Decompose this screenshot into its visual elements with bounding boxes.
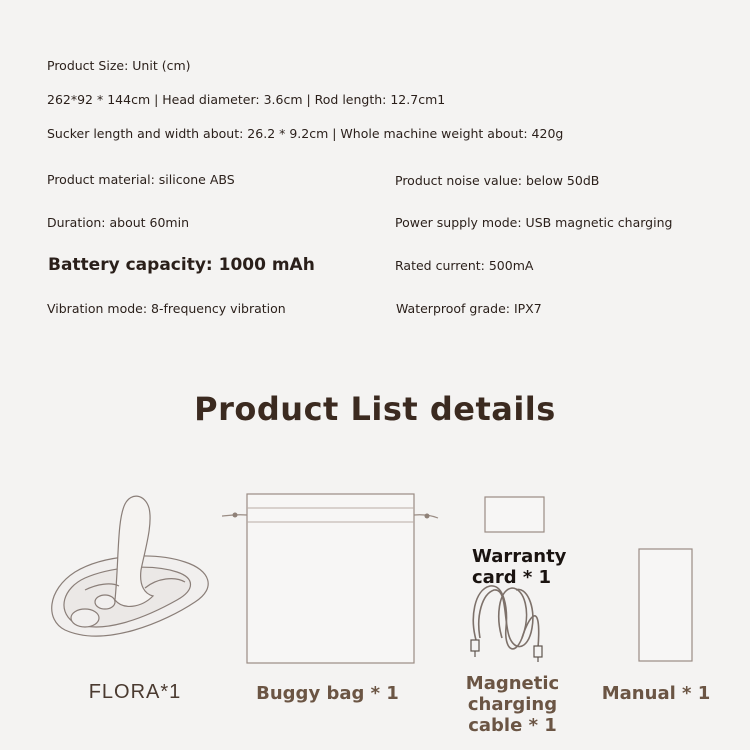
spec-current: Rated current: 500mA	[395, 258, 534, 273]
spec-noise: Product noise value: below 50dB	[395, 173, 600, 188]
spec-battery: Battery capacity: 1000 mAh	[48, 255, 315, 275]
warranty-card-illustration	[484, 496, 546, 534]
charging-cable-illustration	[462, 578, 562, 668]
drawstring-bag-illustration	[218, 492, 443, 667]
spec-material: Product material: silicone ABS	[47, 172, 235, 187]
bag-label: Buggy bag * 1	[256, 683, 399, 704]
product-list-title: Product List details	[194, 390, 556, 428]
spec-vibration: Vibration mode: 8-frequency vibration	[47, 301, 286, 316]
cable-label	[420, 673, 605, 736]
manual-illustration	[638, 548, 694, 663]
flora-product-illustration	[45, 490, 220, 665]
warranty-label-line2: card * 1	[472, 567, 552, 588]
spec-power: Power supply mode: USB magnetic charging	[395, 215, 673, 230]
cable-label-line2: cable * 1	[468, 715, 557, 736]
spec-waterproof: Waterproof grade: IPX7	[396, 301, 542, 316]
spec-duration: Duration: about 60min	[47, 215, 189, 230]
spec-sucker: Sucker length and width about: 26.2 * 9.2cm | Whole machine weight about: 420g	[47, 126, 564, 141]
flora-label: FLORA*1	[88, 681, 182, 703]
spec-dimensions: 262*92 * 144cm | Head diameter: 3.6cm | Rod length: 12.7cm1	[47, 92, 446, 107]
spec-product-size: Product Size: Unit (cm)	[47, 58, 191, 73]
warranty-label-line1: Warranty	[472, 546, 567, 567]
cable-label-line1: Magnetic charging	[465, 673, 560, 715]
manual-label: Manual * 1	[601, 683, 711, 704]
